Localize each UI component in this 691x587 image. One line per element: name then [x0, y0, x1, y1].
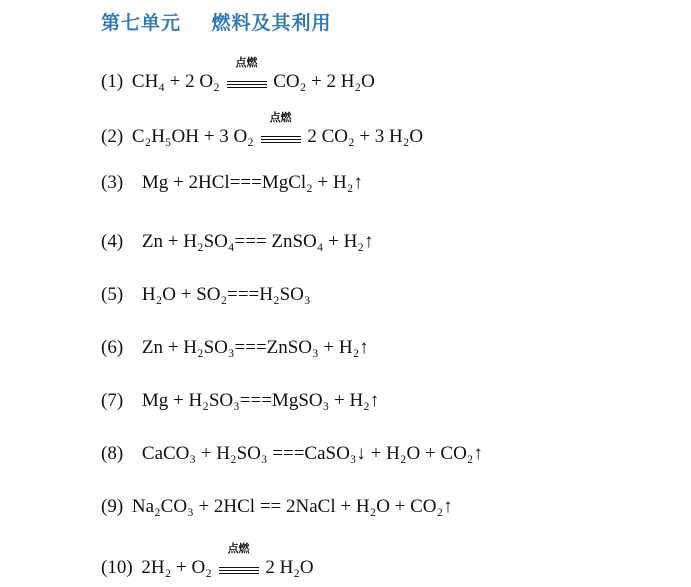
- reaction-condition-arrow: [261, 111, 301, 148]
- equation-number: (8): [101, 443, 124, 464]
- equation-2: [101, 111, 424, 148]
- equation-reactants: C₂H₅OH + 3 O₂: [131, 126, 254, 147]
- equals-line: [227, 81, 267, 82]
- equation-number: (5): [101, 284, 124, 305]
- condition-label: 点燃: [269, 111, 292, 124]
- equation-text: Zn + H₂SO₃===ZnSO₃ + H₂↑: [141, 337, 369, 358]
- equation-reactants: 2H₂ + O₂: [141, 557, 212, 578]
- equals-line: [219, 573, 259, 574]
- equation-products: 2 CO₂ + 3 H₂O: [307, 126, 424, 147]
- condition-label: 点燃: [227, 542, 250, 555]
- equation-number: (2): [101, 126, 124, 147]
- equals-line: [227, 84, 267, 85]
- equation-10: [101, 542, 314, 579]
- equals-line: [219, 567, 259, 568]
- equation-products: CO₂ + 2 H₂O: [273, 71, 375, 92]
- equation-number: (9): [101, 496, 124, 517]
- equation-text: Mg + H₂SO₃===MgSO₃ + H₂↑: [141, 390, 380, 411]
- equals-line: [261, 139, 301, 140]
- equation-number: (1): [101, 71, 124, 92]
- equation-number: (4): [101, 231, 124, 252]
- equals-line: [219, 570, 259, 571]
- equation-text: Na₂CO₃ + 2HCl == 2NaCl + H₂O + CO₂↑: [131, 496, 453, 517]
- equation-number: (3): [101, 172, 124, 193]
- equation-5: [101, 284, 311, 306]
- reaction-condition-arrow: [219, 542, 259, 579]
- equation-text: CaCO₃ + H₂SO₃ ===CaSO₃↓ + H₂O + CO₂↑: [141, 443, 483, 464]
- condition-label: 点燃: [235, 56, 258, 69]
- equation-text: H₂O + SO₂===H₂SO₃: [141, 284, 311, 305]
- equation-8: [101, 443, 483, 465]
- equals-line: [261, 142, 301, 143]
- equation-6: [101, 337, 369, 359]
- equation-number: (7): [101, 390, 124, 411]
- page-title: 第七单元 燃料及其利用: [101, 12, 332, 34]
- equals-line: [227, 87, 267, 88]
- equation-1: [101, 56, 375, 93]
- equation-text: Zn + H₂SO₄=== ZnSO₄ + H₂↑: [141, 231, 374, 252]
- equals-line: [261, 136, 301, 137]
- equation-number: (10): [101, 557, 133, 578]
- equation-products: 2 H₂O: [265, 557, 314, 578]
- equation-7: [101, 390, 379, 412]
- equation-4: [101, 231, 373, 253]
- equation-number: (6): [101, 337, 124, 358]
- equation-3: [101, 172, 363, 194]
- equation-text: Mg + 2HCl===MgCl₂ + H₂↑: [141, 172, 363, 193]
- equation-reactants: CH₄ + 2 O₂: [131, 71, 220, 92]
- equation-9: [101, 496, 453, 518]
- reaction-condition-arrow: [227, 56, 267, 93]
